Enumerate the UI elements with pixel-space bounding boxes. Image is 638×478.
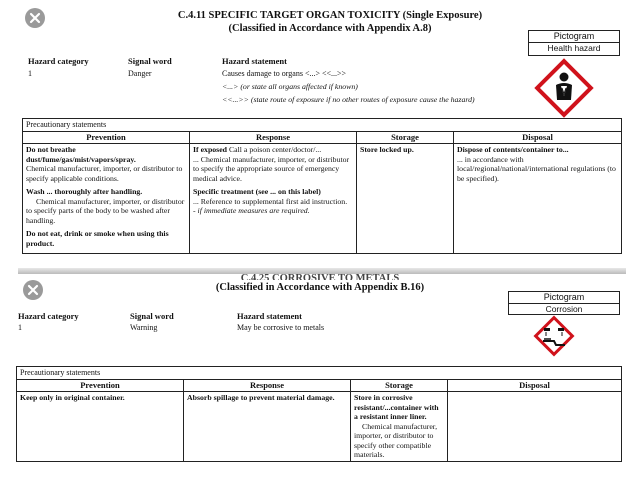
- col-storage: Storage: [357, 131, 454, 144]
- hazard-statement-line3: <<...>> (state route of exposure if no other routes of exposure cause the hazard): [222, 95, 475, 104]
- section2-subtitle: (Classified in Accordance with Appendix B.16): [215, 282, 425, 293]
- prevention-p2-bold: Wash ... thoroughly after handling.: [26, 187, 143, 196]
- s2-col-storage: Storage: [351, 379, 448, 392]
- disposal-bold: Dispose of contents/container to...: [457, 145, 569, 154]
- s2-storage-bold: Store in corrosive resistant/...container with a resistant inner liner.: [354, 393, 439, 421]
- s2-hazard-statement-label: Hazard statement: [237, 311, 302, 321]
- response-r2-ital: - if immediate measures are required.: [193, 206, 310, 215]
- s2-col-prevention: Prevention: [17, 379, 184, 392]
- s2-signal-word-label: Signal word: [130, 311, 174, 321]
- response-r1-bold: If exposed: [193, 145, 228, 154]
- response-cell: [190, 144, 357, 254]
- s2-prec-caption: Precautionary statements: [17, 367, 622, 380]
- response-r2-text: ... Reference to supplemental first aid instruction.: [193, 196, 348, 206]
- s2-storage-text: Chemical manufacturer, importer, or distributor to specify other compatible materials.: [354, 421, 438, 459]
- prevention-p3-bold: Do not eat, drink or smoke when using this product.: [26, 229, 169, 248]
- signal-word-label: Signal word: [128, 56, 172, 66]
- response-r1-bold2: Call a poison center/doctor/...: [228, 145, 322, 154]
- pictogram-name: Health hazard: [547, 43, 601, 53]
- prevention-p2-text: Chemical manufacturer, importer, or distributor to specify parts of the body to be washed after handling.: [26, 196, 185, 225]
- hazard-statement-label: Hazard statement: [222, 56, 287, 66]
- section1-precautionary-table: [22, 118, 622, 254]
- storage-text: Store locked up.: [360, 145, 414, 154]
- section1-prec-caption: Precautionary statements: [23, 119, 622, 132]
- prevention-cell: [23, 144, 190, 254]
- close-icon[interactable]: [25, 8, 45, 28]
- section1-subtitle: (Classified in Accordance with Appendix A.8): [228, 23, 432, 34]
- signal-word-value: Danger: [128, 69, 152, 78]
- section1-title-text: C.4.11 SPECIFIC TARGET ORGAN TOXICITY (Single Exposure): [177, 10, 483, 21]
- s2-col-disposal: Disposal: [448, 379, 622, 392]
- pictogram-label: Pictogram: [529, 31, 619, 43]
- close-icon-2[interactable]: [23, 280, 43, 300]
- s2-col-response: Response: [184, 379, 351, 392]
- pictogram-header-box: [528, 30, 620, 56]
- s2-prevention-cell: [17, 392, 184, 462]
- hazard-statement-line2: <...> (or state all organs affected if known): [222, 82, 358, 91]
- s2-storage-cell: [351, 392, 448, 462]
- hazard-category-value: 1: [28, 69, 32, 78]
- s2-response-text: Absorb spillage to prevent material damage.: [187, 393, 335, 402]
- s2-prevention-text: Keep only in original container.: [20, 393, 125, 402]
- section1-title: [130, 9, 530, 35]
- s2-pictogram-header-box: [508, 291, 620, 315]
- disposal-text: ... in accordance with local/regional/national/international regulations (to be specified).: [457, 154, 616, 183]
- disposal-cell: [454, 144, 622, 254]
- s2-signal-word-value: Warning: [130, 323, 158, 332]
- s2-pictogram-name: Corrosion: [545, 304, 583, 314]
- response-r1-text: ... Chemical manufacturer, importer, or distributor to specify the appropriate source of emergency medical advice.: [193, 154, 350, 183]
- corrosion-pictogram: [532, 314, 576, 358]
- s2-hazard-category-label: Hazard category: [18, 311, 79, 321]
- health-hazard-pictogram: [532, 56, 596, 120]
- s2-hazard-statement-value: May be corrosive to metals: [237, 323, 325, 332]
- col-prevention: Prevention: [23, 131, 190, 144]
- s2-disposal-cell: [448, 392, 622, 462]
- response-r2-bold: Specific treatment (see ... on this label): [193, 187, 321, 196]
- storage-cell: [357, 144, 454, 254]
- col-disposal: Disposal: [454, 131, 622, 144]
- prevention-p1-bold: Do not breathe dust/fume/gas/mist/vapors/spray.: [26, 145, 136, 164]
- prevention-p1-text: Chemical manufacturer, importer, or distributor to specify applicable conditions.: [26, 164, 183, 183]
- section2-precautionary-table: [16, 366, 622, 462]
- s2-hazard-category-value: 1: [18, 323, 22, 332]
- col-response: Response: [190, 131, 357, 144]
- hazard-statement-line1: Causes damage to organs <...> <<...>>: [222, 69, 347, 78]
- section2-title-clipped: C.4.25 CORROSIVE TO METALS: [240, 273, 400, 280]
- s2-pictogram-label: Pictogram: [509, 292, 619, 304]
- hazard-category-label: Hazard category: [28, 56, 89, 66]
- s2-response-cell: [184, 392, 351, 462]
